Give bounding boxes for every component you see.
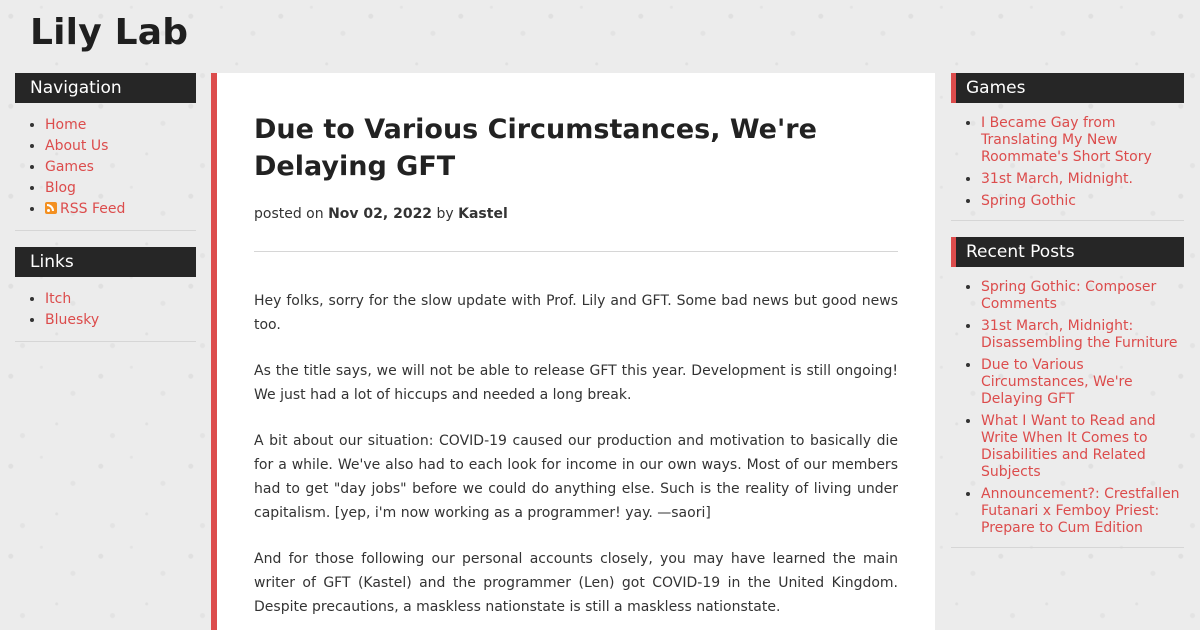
recent-post-link[interactable]: Spring Gothic: Composer Comments — [981, 279, 1157, 312]
nav-link-home[interactable]: Home — [45, 117, 87, 133]
nav-link-blog[interactable]: Blog — [45, 180, 76, 196]
nav-item-home — [45, 115, 196, 136]
nav-link-rss-feed[interactable]: RSS Feed — [60, 201, 126, 217]
game-item — [981, 115, 1184, 166]
post-body — [254, 289, 898, 619]
rss-icon — [45, 202, 57, 214]
post-content — [211, 73, 935, 630]
left-sidebar — [15, 73, 196, 358]
recent-post-item — [981, 279, 1184, 313]
recent-post-item — [981, 318, 1184, 352]
recent-posts-widget-title: Recent Posts — [951, 237, 1184, 267]
link-item-itch — [45, 289, 196, 310]
post-paragraph: As the title says, we will not be able to release GFT this year. Development is still ongoing! We just had a lot of hiccups and needed a long break. — [254, 363, 898, 403]
nav-link-games[interactable]: Games — [45, 159, 94, 175]
navigation-widget-title: Navigation — [15, 73, 196, 103]
game-link[interactable]: 31st March, Midnight. — [981, 171, 1133, 187]
post-meta-by: by — [436, 206, 454, 222]
game-link[interactable]: I Became Gay from Translating My New Roommate's Short Story — [981, 115, 1152, 165]
recent-post-item — [981, 486, 1184, 537]
game-link[interactable]: Spring Gothic — [981, 193, 1076, 209]
post-title: Due to Various Circumstances, We're Delaying GFT — [254, 114, 817, 182]
recent-post-item — [981, 357, 1184, 408]
recent-post-link[interactable]: Due to Various Circumstances, We're Delaying GFT — [981, 357, 1133, 407]
games-list — [951, 103, 1184, 220]
link-item-bluesky — [45, 310, 196, 331]
nav-item-blog — [45, 178, 196, 199]
links-widget — [15, 247, 196, 342]
link-bluesky[interactable]: Bluesky — [45, 312, 100, 328]
navigation-list — [15, 103, 196, 230]
recent-posts-widget — [951, 237, 1184, 548]
post-paragraph: Hey folks, sorry for the slow update with Prof. Lily and GFT. Some bad news but good news too. — [254, 293, 898, 333]
post-paragraph: And for those following our personal accounts closely, you may have learned the main writer of GFT (Kastel) and the programmer (Len) got COVID-19 in the United Kingdom. Despite precautions, a maskless nationstate is still a maskless nationstate. — [254, 551, 898, 615]
links-widget-title: Links — [15, 247, 196, 277]
recent-post-link[interactable]: What I Want to Read and Write When It Comes to Disabilities and Related Subjects — [981, 413, 1156, 480]
post-paragraph: A bit about our situation: COVID-19 caused our production and motivation to basically die for a while. We've also had to each look for income in our own ways. Most of our members had to get "day jobs" before we could do anything else. Such is the reality of living under capitalism. [yep, i'm now working as a programmer! yay. —saori] — [254, 433, 898, 521]
game-item — [981, 171, 1184, 188]
post-meta-prefix: posted on — [254, 206, 324, 222]
right-sidebar — [951, 73, 1184, 564]
post-date: Nov 02, 2022 — [328, 206, 433, 222]
nav-link-about-us[interactable]: About Us — [45, 138, 109, 154]
games-widget — [951, 73, 1184, 221]
game-item — [981, 193, 1184, 210]
navigation-widget — [15, 73, 196, 231]
recent-post-link[interactable]: Announcement?: Crestfallen Futanari x Femboy Priest: Prepare to Cum Edition — [981, 486, 1180, 536]
games-widget-title: Games — [951, 73, 1184, 103]
site-title[interactable]: Lily Lab — [30, 12, 189, 53]
recent-posts-list — [951, 267, 1184, 547]
post-meta — [254, 206, 898, 222]
links-list — [15, 277, 196, 341]
link-itch[interactable]: Itch — [45, 291, 72, 307]
post-author: Kastel — [458, 206, 508, 222]
nav-item-rss-feed — [45, 199, 196, 220]
recent-post-item — [981, 413, 1184, 481]
recent-post-link[interactable]: 31st March, Midnight: Disassembling the Furniture — [981, 318, 1178, 351]
post-divider — [254, 251, 898, 252]
nav-item-about-us — [45, 136, 196, 157]
nav-item-games — [45, 157, 196, 178]
